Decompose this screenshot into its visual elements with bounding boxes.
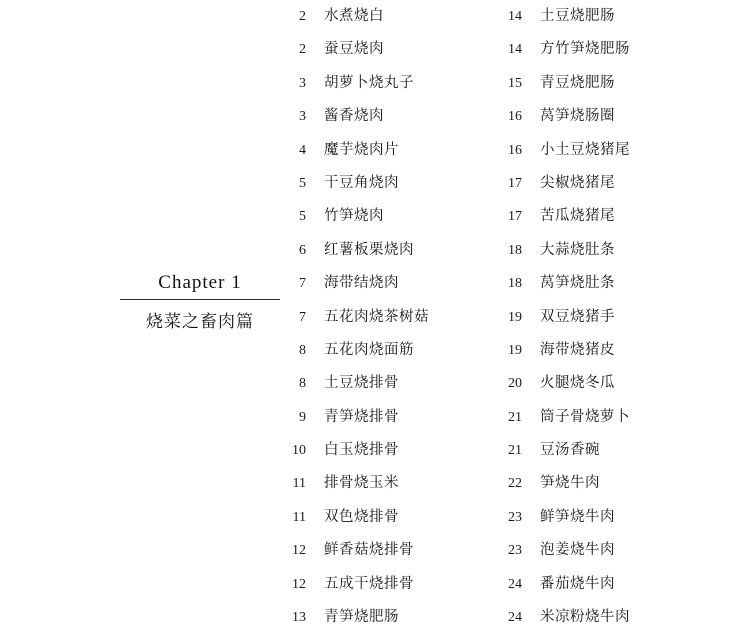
toc-entry[interactable] [272, 371, 482, 404]
toc-entry-title: 五成干烧排骨 [324, 575, 414, 592]
toc-entry-page: 22 [508, 476, 522, 492]
toc-entry-page: 16 [508, 109, 522, 125]
toc-entry-title: 小土豆烧猪尾 [540, 141, 630, 158]
toc-entry-title: 酱香烧肉 [324, 108, 384, 125]
toc-entry-page: 13 [292, 610, 306, 626]
toc-entry-title: 青笋烧排骨 [324, 408, 399, 425]
toc-entry-page: 9 [299, 409, 306, 425]
toc-entry-page: 12 [292, 543, 306, 559]
toc-entry-page: 24 [508, 576, 522, 592]
toc-entry-title: 干豆角烧肉 [324, 174, 399, 191]
toc-entry[interactable] [272, 4, 482, 37]
toc-entry-title: 鲜笋烧牛肉 [540, 508, 615, 525]
toc-entry[interactable] [488, 471, 698, 504]
toc-entry-title: 鲜香菇烧排骨 [324, 542, 414, 559]
toc-entry[interactable] [272, 405, 482, 438]
toc-entry-page: 5 [299, 209, 306, 225]
toc-entry-page: 2 [299, 42, 306, 58]
toc-entry-page: 18 [508, 276, 522, 292]
toc-entry-title: 莴笋烧肚条 [540, 275, 615, 292]
toc-entry-title: 海带结烧肉 [324, 275, 399, 292]
toc-right-column [488, 4, 698, 638]
toc-entry-page: 16 [508, 142, 522, 158]
toc-entry[interactable] [488, 71, 698, 104]
toc-entry-title: 莴笋烧肠圈 [540, 108, 615, 125]
toc-entry-title: 五花肉烧面筋 [324, 341, 414, 358]
toc-entry[interactable] [272, 71, 482, 104]
toc-entry-page: 7 [299, 276, 306, 292]
toc-entry-page: 8 [299, 376, 306, 392]
toc-entry-page: 20 [508, 376, 522, 392]
toc-entry[interactable] [272, 538, 482, 571]
toc-entry-title: 苦瓜烧猪尾 [540, 208, 615, 225]
chapter-heading [120, 272, 280, 332]
toc-entry[interactable] [488, 4, 698, 37]
toc-entry[interactable] [272, 37, 482, 70]
toc-entry-title: 笋烧牛肉 [540, 475, 600, 492]
toc-entry[interactable] [488, 305, 698, 338]
toc-entry-page: 11 [292, 509, 306, 525]
toc-entry-title: 米凉粉烧牛肉 [540, 609, 630, 626]
toc-entry[interactable] [272, 305, 482, 338]
toc-entry[interactable] [272, 505, 482, 538]
toc-entry[interactable] [488, 438, 698, 471]
toc-entry[interactable] [488, 538, 698, 571]
toc-entry-page: 19 [508, 342, 522, 358]
toc-entry-title: 海带烧猪皮 [540, 341, 615, 358]
toc-entry[interactable] [272, 104, 482, 137]
toc-entry-page: 3 [299, 75, 306, 91]
chapter-divider [120, 299, 280, 300]
toc-entry-title: 红薯板栗烧肉 [324, 241, 414, 258]
toc-entry[interactable] [488, 238, 698, 271]
toc-entry-page: 6 [299, 242, 306, 258]
toc-entry-page: 14 [508, 42, 522, 58]
toc-entry-title: 竹笋烧肉 [324, 208, 384, 225]
toc-entry-page: 24 [508, 610, 522, 626]
toc-entry-page: 23 [508, 543, 522, 559]
toc-entry-page: 19 [508, 309, 522, 325]
toc-entry-page: 21 [508, 409, 522, 425]
toc-entry[interactable] [272, 204, 482, 237]
toc-entry-title: 青笋烧肥肠 [324, 609, 399, 626]
toc-entry[interactable] [488, 271, 698, 304]
toc-entry[interactable] [272, 271, 482, 304]
toc-entry[interactable] [488, 138, 698, 171]
toc-entry-title: 胡萝卜烧丸子 [324, 74, 414, 91]
toc-entry-title: 双豆烧猪手 [540, 308, 615, 325]
toc-entry-page: 17 [508, 175, 522, 191]
toc-entry-page: 10 [292, 443, 306, 459]
chapter-label: Chapter 1 [158, 272, 242, 293]
toc-entry[interactable] [272, 238, 482, 271]
toc-entry-page: 21 [508, 443, 522, 459]
toc-entry-title: 豆汤香碗 [540, 442, 600, 459]
toc-left-column [272, 4, 482, 638]
toc-entry-title: 方竹笋烧肥肠 [540, 41, 630, 58]
toc-entry[interactable] [488, 171, 698, 204]
toc-entry-page: 14 [508, 9, 522, 24]
toc-entry[interactable] [488, 204, 698, 237]
toc-entry-page: 4 [299, 142, 306, 158]
toc-entry[interactable] [488, 572, 698, 605]
toc-entry-title: 青豆烧肥肠 [540, 74, 615, 91]
chapter-title: 烧菜之畜肉篇 [146, 312, 254, 332]
toc-entry[interactable] [272, 572, 482, 605]
toc-entry[interactable] [488, 338, 698, 371]
toc-entry[interactable] [488, 371, 698, 404]
toc-entry-title: 水煮烧白 [324, 8, 384, 24]
toc-entry-title: 土豆烧肥肠 [540, 8, 615, 24]
toc-entry-title: 筒子骨烧萝卜 [540, 408, 630, 425]
toc-entry-page: 23 [508, 509, 522, 525]
toc-entry-page: 5 [299, 175, 306, 191]
toc-entry-page: 15 [508, 75, 522, 91]
toc-entry[interactable] [272, 171, 482, 204]
toc-entry-title: 泡姜烧牛肉 [540, 542, 615, 559]
toc-entry-page: 17 [508, 209, 522, 225]
toc-entry-page: 12 [292, 576, 306, 592]
toc-entry[interactable] [488, 605, 698, 638]
toc-entry-title: 尖椒烧猪尾 [540, 174, 615, 191]
toc-entry-title: 双色烧排骨 [324, 508, 399, 525]
toc-entry-page: 7 [299, 309, 306, 325]
toc-entry-title: 火腿烧冬瓜 [540, 375, 615, 392]
toc-entry[interactable] [488, 37, 698, 70]
toc-entry-title: 番茄烧牛肉 [540, 575, 615, 592]
toc-entry-title: 土豆烧排骨 [324, 375, 399, 392]
toc-entry[interactable] [272, 338, 482, 371]
toc-entry-page: 18 [508, 242, 522, 258]
toc-entry[interactable] [488, 104, 698, 137]
toc-entry[interactable] [272, 138, 482, 171]
toc-entry[interactable] [488, 505, 698, 538]
toc-entry-title: 蚕豆烧肉 [324, 41, 384, 58]
toc-entry-page: 2 [299, 9, 306, 24]
toc-entry-page: 3 [299, 109, 306, 125]
toc-entry[interactable] [272, 438, 482, 471]
toc-entry[interactable] [272, 471, 482, 504]
toc-entry[interactable] [488, 405, 698, 438]
toc-entry-title: 大蒜烧肚条 [540, 241, 615, 258]
toc-entry-title: 排骨烧玉米 [324, 475, 399, 492]
toc-entry-title: 魔芋烧肉片 [324, 141, 399, 158]
toc-entry-page: 11 [292, 476, 306, 492]
toc-entry[interactable] [272, 605, 482, 638]
toc-entry-page: 8 [299, 342, 306, 358]
toc-entry-title: 五花肉烧茶树菇 [324, 308, 429, 325]
toc-entry-title: 白玉烧排骨 [324, 442, 399, 459]
